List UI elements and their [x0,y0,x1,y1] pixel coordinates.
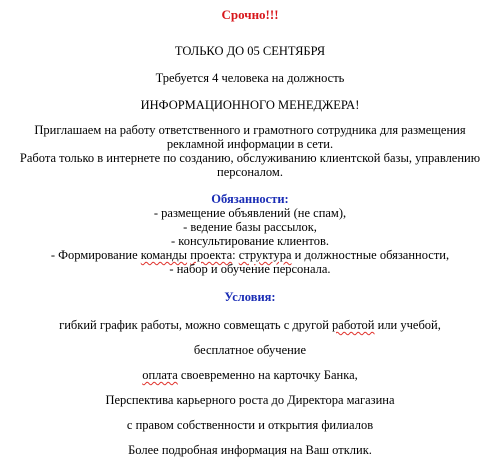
duty-item: - размещение объявлений (не спам), [153,206,347,220]
intro-line-3: Работа только в интернете по созданию, обслуживанию клиентской базы, управлению [19,151,481,165]
ad-title: Срочно!!! [221,7,279,22]
condition-text: или учебой, [374,318,441,332]
intro-line-4: персоналом. [217,165,283,179]
duty-text: - Формирование [50,248,141,262]
duty-text: и должностные обязанности, [291,248,450,262]
condition-item: Более подробная информация на Ваш отклик. [128,443,372,457]
position-text: ИНФОРМАЦИОННОГО МЕНЕДЖЕРА! [140,98,360,112]
deadline-text: ТОЛЬКО ДО 05 СЕНТЯБРЯ [174,44,326,58]
misspelled-word: команды [140,248,188,262]
conditions-heading: Условия: [224,290,276,304]
misspelled-word: структура [238,248,292,262]
duty-text: : [232,248,239,262]
condition-item: бесплатное обучение [193,343,307,357]
duty-item [0,248,500,262]
misspelled-word: оплата [142,368,178,382]
intro-line-1: Приглашаем на работу ответственного и грамотного сотрудника для размещения [34,123,466,137]
duty-item: - набор и обучение персонала. [169,262,331,276]
condition-item [0,318,500,332]
condition-item: с правом собственности и открытия филиалов [126,418,374,432]
misspelled-word: проекта [190,248,233,262]
required-text: Требуется 4 человека на должность [155,71,345,85]
duties-heading: Обязанности: [211,192,289,206]
misspelled-word: работой [332,318,375,332]
condition-item [0,368,500,382]
duty-item: - ведение базы рассылок, [183,220,317,234]
condition-text: гибкий график работы, можно совмещать с другой [59,318,333,332]
duty-item: - консультирование клиентов. [170,234,329,248]
condition-item: Перспектива карьерного роста до Директора магазина [105,393,395,407]
intro-line-2: рекламной информации в сети. [166,137,334,151]
condition-text: своевременно на карточку Банка, [177,368,358,382]
